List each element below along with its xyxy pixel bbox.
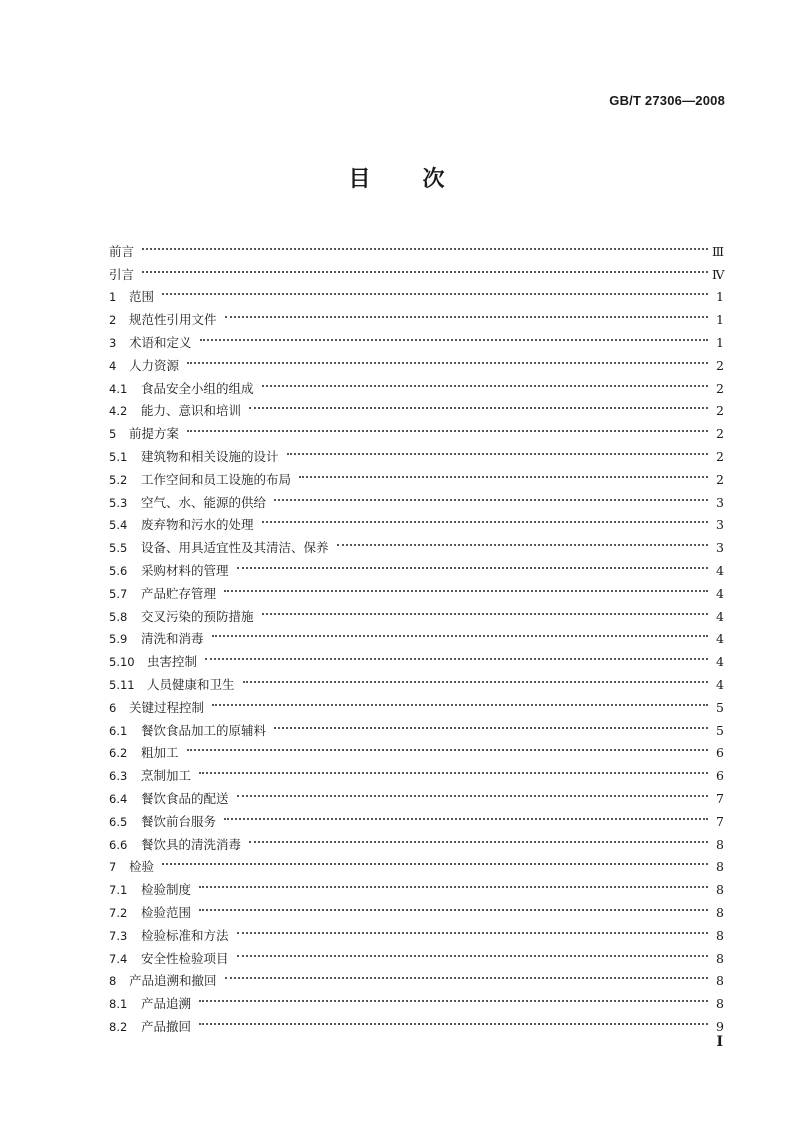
toc-entry-number: 5.6: [109, 563, 128, 578]
toc-entry[interactable]: [109, 917, 724, 943]
toc-entry-page: 8: [716, 973, 724, 989]
toc-entry-number: 6: [109, 700, 117, 715]
toc-entry-number: 3: [109, 335, 117, 350]
page-title-part1: 目: [348, 167, 371, 192]
toc-entry-title: 虫害控制: [147, 654, 198, 670]
toc-leader-dots: [197, 985, 712, 1008]
toc-leader-dots: [160, 849, 712, 872]
toc-entry-number: 5.2: [109, 472, 128, 487]
toc-leader-dots: [285, 438, 712, 461]
toc-entry-title: 安全性检验项目: [141, 950, 229, 966]
toc-entry-title: 餐饮具的清洗消毒: [141, 836, 242, 852]
toc-leader-dots: [185, 415, 712, 438]
toc-entry[interactable]: [109, 780, 724, 806]
toc-leader-dots: [235, 940, 712, 963]
toc-entry-title: 产品撤回: [141, 1018, 192, 1034]
toc-entry-number: 4.2: [109, 404, 128, 419]
page-title: [0, 162, 793, 193]
toc-entry-title: 范围: [129, 289, 155, 305]
toc-entry-number: 7.1: [109, 883, 128, 898]
toc-entry[interactable]: [109, 301, 724, 328]
toc-entry-page: 2: [716, 380, 724, 396]
toc-entry-number: 8.2: [109, 1019, 128, 1034]
toc-entry-page: 2: [716, 426, 724, 442]
toc-entry-page: 6: [716, 745, 724, 761]
toc-leader-dots: [197, 1008, 712, 1031]
toc-entry-page: 2: [716, 471, 724, 487]
toc-entry-page: 7: [716, 813, 724, 829]
toc-entry-title: 人力资源: [129, 357, 180, 373]
toc-entry-page: 2: [716, 357, 724, 373]
toc-leader-dots: [223, 963, 712, 986]
toc-leader-dots: [185, 347, 712, 370]
table-of-contents: [109, 233, 725, 1034]
toc-entry-page: 7: [716, 790, 724, 806]
toc-leader-dots: [197, 894, 712, 917]
toc-entry-number: 5.3: [109, 495, 128, 510]
toc-entry-title: 设备、用具适宜性及其清洁、保养: [141, 540, 329, 556]
toc-entry-title: 前提方案: [129, 426, 180, 442]
toc-entry-page: 8: [716, 904, 724, 920]
toc-entry-number: 6.3: [109, 769, 128, 784]
page-title-part2: 次: [422, 167, 445, 192]
toc-leader-dots: [335, 529, 712, 552]
toc-entry-title: 能力、意识和培训: [141, 403, 242, 419]
toc-entry-page: 5: [716, 722, 724, 738]
toc-leader-dots: [247, 826, 712, 849]
toc-entry-page: 2: [716, 448, 724, 464]
toc-entry-title: 食品安全小组的组成: [141, 380, 254, 396]
toc-leader-dots: [272, 484, 712, 507]
toc-entry-number: 5.9: [109, 632, 128, 647]
toc-entry-number: 5.8: [109, 609, 128, 624]
toc-entry-title: 空气、水、能源的供给: [141, 494, 267, 510]
toc-leader-dots: [297, 461, 712, 484]
toc-leader-dots: [197, 871, 712, 894]
toc-entry-page: 4: [716, 562, 724, 578]
toc-entry[interactable]: [109, 985, 724, 1012]
toc-entry-title: 前言: [109, 243, 135, 259]
toc-entry-page: 5: [716, 699, 724, 715]
toc-entry-title: 检验标准和方法: [141, 927, 229, 943]
toc-entry-title: 人员健康和卫生: [147, 676, 235, 692]
toc-entry-page: 3: [716, 494, 724, 510]
toc-entry[interactable]: [109, 279, 724, 305]
toc-entry[interactable]: [109, 438, 724, 464]
toc-leader-dots: [260, 598, 712, 621]
toc-entry-page: 1: [716, 289, 724, 305]
toc-entry-number: 1: [109, 290, 117, 305]
toc-entry-page: 4: [716, 676, 724, 692]
toc-entry-title: 规范性引用文件: [129, 312, 217, 328]
toc-entry-number: 6.4: [109, 791, 128, 806]
toc-entry-number: 5: [109, 427, 117, 442]
toc-leader-dots: [140, 233, 712, 256]
toc-entry-page: 4: [716, 585, 724, 601]
toc-entry[interactable]: [109, 256, 725, 282]
toc-entry-number: 6.5: [109, 814, 128, 829]
toc-entry-title: 检验: [129, 859, 155, 875]
toc-entry-title: 交叉污染的预防措施: [141, 608, 254, 624]
toc-entry-number: 7: [109, 860, 117, 875]
page-number: I: [716, 1034, 723, 1050]
toc-entry-number: 6.6: [109, 837, 128, 852]
toc-leader-dots: [260, 370, 712, 393]
toc-entry-number: 2: [109, 313, 117, 328]
toc-leader-dots: [222, 575, 712, 598]
toc-entry-number: 7.3: [109, 928, 128, 943]
toc-entry-title: 建筑物和相关设施的设计: [141, 448, 279, 464]
toc-entry-number: 8: [109, 974, 117, 989]
toc-entry-title: 关键过程控制: [129, 699, 205, 715]
toc-entry[interactable]: [109, 871, 724, 898]
toc-entry-number: 5.1: [109, 449, 128, 464]
toc-leader-dots: [198, 324, 712, 347]
toc-entry[interactable]: [109, 415, 724, 442]
toc-leader-dots: [210, 621, 712, 644]
toc-leader-dots: [223, 301, 712, 324]
toc-entry-title: 引言: [109, 266, 135, 282]
toc-entry-page: 8: [716, 882, 724, 898]
toc-entry[interactable]: [109, 324, 724, 350]
toc-leader-dots: [222, 803, 712, 826]
toc-leader-dots: [260, 507, 712, 530]
toc-entry-page: 1: [716, 334, 724, 350]
toc-entry-page: 8: [716, 996, 724, 1012]
toc-entry-page: 8: [716, 950, 724, 966]
toc-entry-page: 8: [716, 859, 724, 875]
toc-entry-page: 9: [716, 1018, 724, 1034]
toc-leader-dots: [185, 735, 712, 758]
toc-entry-number: 6.1: [109, 723, 128, 738]
toc-leader-dots: [247, 393, 712, 416]
toc-entry-number: 5.5: [109, 541, 128, 556]
toc-entry-title: 产品贮存管理: [141, 585, 217, 601]
toc-entry-page: 4: [716, 631, 724, 647]
toc-entry-page: 3: [716, 540, 724, 556]
toc-entry[interactable]: [109, 347, 724, 373]
toc-entry[interactable]: [109, 849, 724, 875]
toc-entry-title: 烹制加工: [141, 768, 192, 784]
toc-entry-number: 4.1: [109, 381, 128, 396]
toc-entry-title: 工作空间和员工设施的布局: [141, 471, 292, 487]
toc-entry-title: 餐饮前台服务: [141, 813, 217, 829]
toc-entry-page: 6: [716, 768, 724, 784]
toc-entry-number: 4: [109, 358, 117, 373]
toc-entry-number: 7.2: [109, 905, 128, 920]
toc-entry-page: Ⅲ: [712, 243, 725, 259]
toc-entry-page: 1: [716, 312, 724, 328]
toc-entry-page: 2: [716, 403, 724, 419]
toc-entry-page: 8: [716, 927, 724, 943]
toc-entry-title: 产品追溯和撤回: [129, 973, 217, 989]
toc-entry-page: 8: [716, 836, 724, 852]
toc-entry[interactable]: [109, 370, 724, 396]
toc-entry-page: Ⅳ: [712, 266, 725, 282]
toc-entry-number: 5.11: [109, 677, 135, 692]
toc-entry-title: 废弃物和污水的处理: [141, 517, 254, 533]
toc-leader-dots: [210, 689, 712, 712]
toc-entry-page: 4: [716, 654, 724, 670]
toc-leader-dots: [241, 666, 712, 689]
toc-leader-dots: [140, 256, 712, 279]
toc-entry-title: 采购材料的管理: [141, 562, 229, 578]
toc-entry[interactable]: [109, 233, 725, 259]
toc-entry-title: 餐饮食品的配送: [141, 790, 229, 806]
toc-entry[interactable]: [109, 757, 724, 784]
toc-leader-dots: [203, 643, 712, 666]
toc-entry-page: 3: [716, 517, 724, 533]
toc-entry-number: 7.4: [109, 951, 128, 966]
toc-entry-title: 产品追溯: [141, 996, 192, 1012]
toc-entry[interactable]: [109, 1008, 724, 1034]
toc-entry-title: 术语和定义: [129, 334, 192, 350]
toc-leader-dots: [160, 279, 712, 302]
toc-leader-dots: [235, 552, 712, 575]
toc-entry-title: 粗加工: [141, 745, 179, 761]
toc-entry-number: 5.10: [109, 655, 135, 670]
toc-entry-number: 5.4: [109, 518, 128, 533]
toc-leader-dots: [197, 757, 712, 780]
toc-entry-title: 餐饮食品加工的原辅料: [141, 722, 267, 738]
toc-entry-number: 8.1: [109, 997, 128, 1012]
toc-entry-title: 检验制度: [141, 882, 192, 898]
toc-leader-dots: [235, 917, 712, 940]
toc-entry[interactable]: [109, 735, 724, 761]
standard-number: GB/T 27306—2008: [609, 93, 725, 108]
toc-leader-dots: [272, 712, 712, 735]
toc-entry-page: 4: [716, 608, 724, 624]
toc-entry-title: 检验范围: [141, 904, 192, 920]
toc-entry[interactable]: [109, 894, 724, 920]
toc-entry-title: 清洗和消毒: [141, 631, 204, 647]
toc-entry-number: 5.7: [109, 586, 128, 601]
toc-leader-dots: [235, 780, 712, 803]
toc-entry-number: 6.2: [109, 746, 128, 761]
